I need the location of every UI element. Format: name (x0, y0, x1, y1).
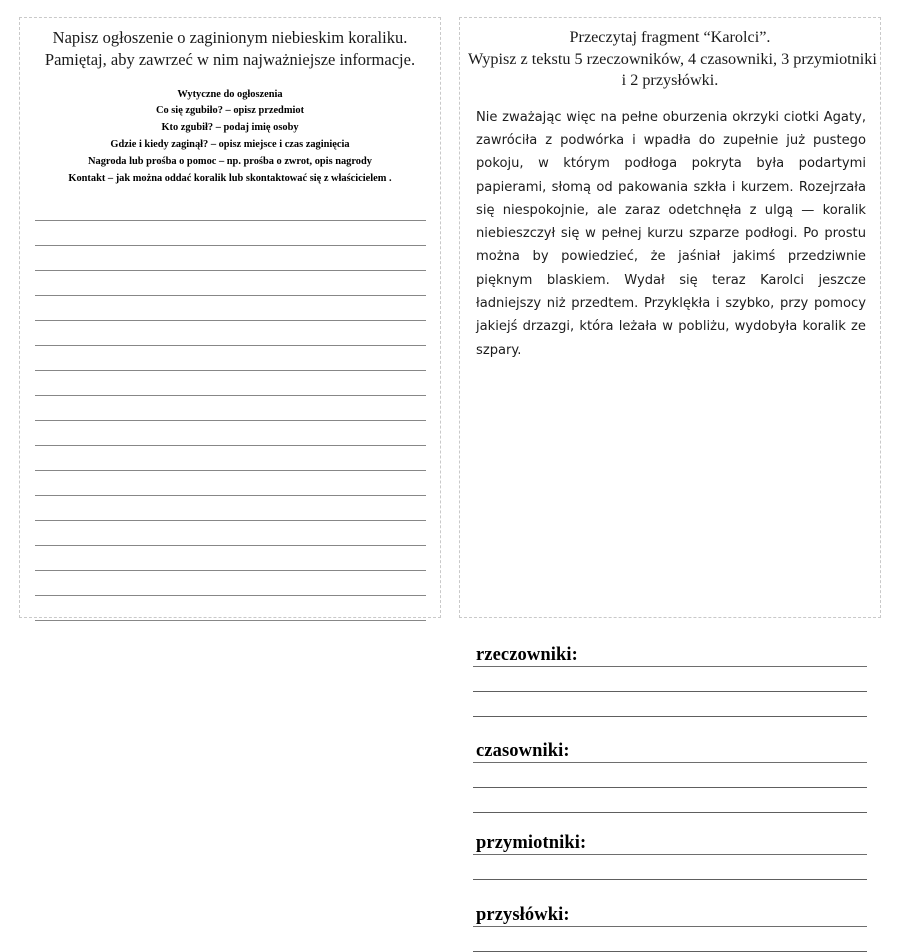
writing-line[interactable] (35, 496, 426, 521)
pos-section-heading (473, 738, 867, 763)
left-writing-lines[interactable] (35, 196, 426, 621)
writing-line[interactable] (35, 396, 426, 421)
writing-line[interactable] (35, 521, 426, 546)
guidelines-title: Wytyczne do ogłoszenia (177, 88, 283, 100)
pos-section (473, 738, 867, 813)
pos-section (473, 830, 867, 880)
writing-line[interactable] (35, 196, 426, 221)
writing-line[interactable] (35, 346, 426, 371)
right-exercise-panel (459, 17, 881, 926)
guidelines-block (20, 87, 440, 188)
right-prompt-line-3: i 2 przysłówki. (621, 71, 719, 90)
writing-line[interactable] (35, 471, 426, 496)
writing-line[interactable] (35, 371, 426, 396)
pos-answer-line[interactable] (473, 927, 867, 952)
reading-passage: Nie zważając więc na pełne oburzenia okrzyki ciotki Agaty, zawróciła z podwórka i wpadła do zupełnie już pustego pokoju, w którym podłoga pokryta była podartymi papierami, słomą od pakowania szkła i kurzem. Rozejrzała się niespokojnie, ale zaraz odetchnęła z ulgą — koralik niebieszczył się w pełnej kurzu szparze podłogi. Po prostu można by powiedzieć, że jaśniał jakimś przedziwnie pięknym blaskiem. Wydał się teraz Karolci jeszcze ładniejszy niż przedtem. Przyklękła i szybko, przy pomocy jakiejś drzazgi, która leżała w pobliżu, wydobyła koralik ze szpary. (476, 109, 866, 358)
left-exercise-panel (19, 17, 441, 618)
guideline-item-2: Kto zgubił? – podaj imię osoby (161, 122, 299, 134)
right-prompt-line-2: Wypisz z tekstu 5 rzeczowników, 4 czasowniki, 3 przymiotniki (468, 49, 877, 68)
pos-section-label: przymiotniki: (476, 833, 587, 854)
pos-section-label: czasowniki: (476, 741, 570, 762)
writing-line[interactable] (35, 296, 426, 321)
right-prompt (460, 18, 880, 92)
pos-answer-line[interactable] (473, 855, 867, 880)
left-prompt-line-2: Pamiętaj, aby zawrzeć w nim najważniejsze informacje. (44, 49, 416, 69)
pos-answer-line[interactable] (473, 763, 867, 788)
writing-line[interactable] (35, 246, 426, 271)
pos-section-label: przysłówki: (476, 905, 570, 926)
writing-line[interactable] (35, 421, 426, 446)
writing-line[interactable] (35, 546, 426, 571)
writing-line[interactable] (35, 271, 426, 296)
pos-section-heading (473, 902, 867, 927)
pos-section (473, 902, 867, 952)
pos-answer-line[interactable] (473, 692, 867, 717)
guideline-item-5: Kontakt – jak można oddać koralik lub skontaktować się z właścicielem . (68, 172, 392, 184)
writing-line[interactable] (35, 596, 426, 621)
pos-section-heading (473, 642, 867, 667)
left-prompt-line-1: Napisz ogłoszenie o zaginionym niebieskim koraliku. (52, 28, 408, 47)
writing-line[interactable] (35, 571, 426, 596)
guideline-item-1: Co się zgubiło? – opisz przedmiot (155, 105, 305, 117)
pos-answer-line[interactable] (473, 788, 867, 813)
pos-section-label: rzeczowniki: (476, 645, 578, 666)
guideline-item-3: Gdzie i kiedy zaginął? – opisz miejsce i czas zaginięcia (110, 139, 350, 151)
left-prompt (20, 18, 440, 71)
writing-line[interactable] (35, 321, 426, 346)
writing-line[interactable] (35, 446, 426, 471)
pos-answer-line[interactable] (473, 667, 867, 692)
right-prompt-line-1: Przeczytaj fragment “Karolci”. (569, 28, 771, 46)
pos-section (473, 642, 867, 717)
guideline-item-4: Nagroda lub prośba o pomoc – np. prośba o zwrot, opis nagrody (88, 155, 372, 167)
writing-line[interactable] (35, 221, 426, 246)
pos-section-heading (473, 830, 867, 855)
